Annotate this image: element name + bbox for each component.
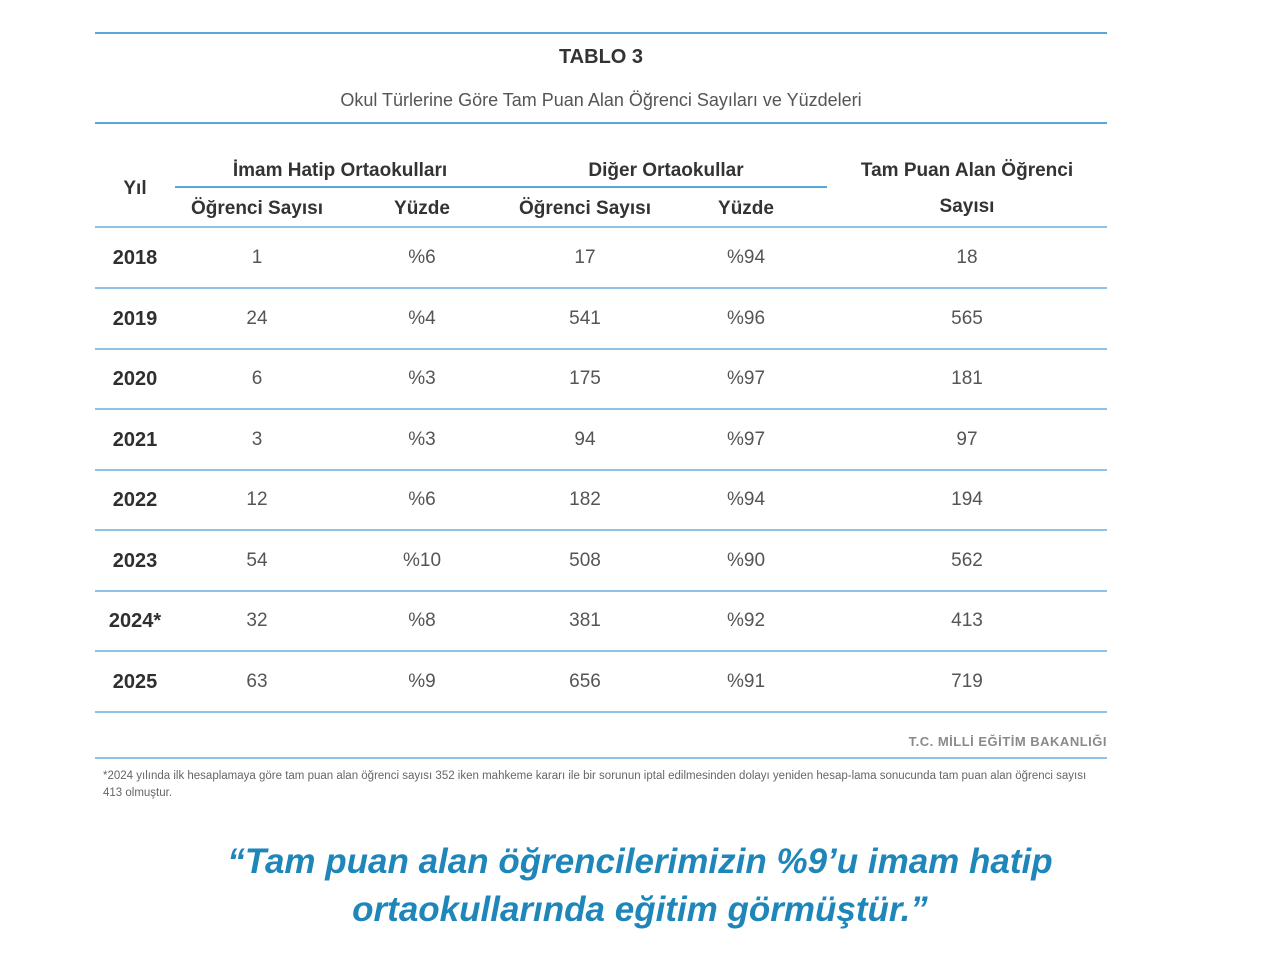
header-group-other: Diğer Ortaokullar: [588, 160, 744, 181]
table-row: [95, 229, 1107, 289]
cell-other-count: 381: [569, 610, 601, 631]
row-separator: [95, 711, 1107, 713]
cell-imam-count: 3: [251, 428, 263, 450]
cell-total: 565: [951, 307, 983, 329]
bottom-rule: [95, 757, 1107, 759]
cell-total: 18: [956, 247, 978, 268]
cell-total: 194: [951, 489, 983, 510]
quote-line-2: ortaokullarında eğitim görmüştür.”: [352, 890, 928, 929]
cell-imam-count: 63: [246, 670, 268, 692]
table-row: [95, 592, 1107, 652]
table-row: [95, 471, 1107, 531]
cell-other-count: 175: [569, 368, 601, 389]
group-imam-underline: [175, 186, 505, 188]
table-row: [95, 350, 1107, 410]
table-title: TABLO 3: [558, 46, 644, 68]
header-imam-count: Öğrenci Sayısı: [190, 198, 323, 219]
cell-total: 97: [956, 428, 978, 450]
table-row: [95, 290, 1107, 350]
cell-imam-count: 6: [251, 368, 263, 389]
cell-imam-count: 54: [246, 549, 268, 571]
cell-imam-pct: %9: [408, 670, 436, 692]
source-credit: T.C. MİLLİ EĞİTİM BAKANLIĞI: [908, 734, 1107, 749]
cell-total: 562: [951, 549, 983, 571]
header-total-line1: Tam Puan Alan Öğrenci: [860, 160, 1074, 181]
group-other-underline: [505, 186, 827, 188]
cell-imam-pct: %8: [408, 610, 436, 631]
header-imam-pct: Yüzde: [394, 198, 450, 219]
header-other-pct: Yüzde: [718, 198, 774, 219]
cell-other-pct: %90: [726, 549, 766, 571]
cell-imam-pct: %3: [408, 428, 436, 450]
cell-other-pct: %92: [726, 610, 766, 631]
table-footnote: *2024 yılında ilk hesaplamaya göre tam puan alan öğrenci sayısı 352 iken mahkeme kararı ile bir sorunun iptal edilmesinden dolayı yeniden hesap-lama sonucunda tam puan alan öğrenci sayısı 413 olmuştur.: [103, 770, 1087, 799]
table-subtitle: Okul Türlerine Göre Tam Puan Alan Öğrenci Sayıları ve Yüzdeleri: [340, 90, 862, 110]
cell-other-pct: %91: [726, 670, 766, 692]
cell-other-pct: %97: [726, 428, 766, 450]
cell-total: 181: [951, 368, 983, 389]
cell-imam-pct: %10: [402, 549, 442, 571]
cell-year: 2025: [112, 670, 158, 693]
cell-other-count: 541: [569, 307, 601, 329]
header-top-rule: [95, 122, 1107, 124]
cell-year: 2024*: [108, 610, 162, 632]
table-row: [95, 532, 1107, 592]
cell-other-count: 508: [569, 549, 601, 571]
cell-imam-count: 24: [246, 307, 268, 329]
cell-year: 2020: [112, 368, 158, 390]
cell-other-count: 94: [574, 428, 596, 450]
cell-year: 2018: [112, 247, 158, 269]
header-other-count: Öğrenci Sayısı: [518, 198, 651, 219]
cell-imam-count: 32: [246, 610, 268, 631]
table-row: [95, 411, 1107, 471]
cell-year: 2021: [112, 428, 158, 451]
cell-total: 413: [951, 610, 983, 631]
header-group-imam: İmam Hatip Ortaokulları: [232, 160, 448, 181]
cell-imam-pct: %6: [408, 247, 436, 268]
cell-other-pct: %96: [726, 307, 766, 329]
cell-other-count: 656: [569, 670, 601, 692]
cell-total: 719: [951, 670, 983, 692]
table-row: [95, 653, 1107, 713]
pull-quote: [0, 838, 1280, 934]
cell-year: 2023: [112, 549, 158, 572]
cell-other-pct: %94: [726, 247, 766, 268]
cell-other-count: 182: [569, 489, 601, 510]
cell-imam-count: 1: [251, 247, 263, 268]
cell-imam-count: 12: [246, 489, 268, 510]
cell-imam-pct: %6: [408, 489, 436, 510]
cell-imam-pct: %3: [408, 368, 436, 389]
cell-other-count: 17: [574, 247, 596, 268]
header-total-line2: Sayısı: [939, 196, 995, 217]
cell-other-pct: %97: [726, 368, 766, 389]
cell-other-pct: %94: [726, 489, 766, 510]
quote-line-1: “Tam puan alan öğrencilerimizin %9’u imam hatip: [227, 842, 1053, 881]
header-year: Yıl: [123, 178, 147, 199]
cell-imam-pct: %4: [408, 307, 436, 329]
header-bottom-rule: [95, 226, 1107, 228]
top-rule: [95, 32, 1107, 34]
cell-year: 2022: [112, 489, 158, 511]
cell-year: 2019: [112, 307, 158, 330]
